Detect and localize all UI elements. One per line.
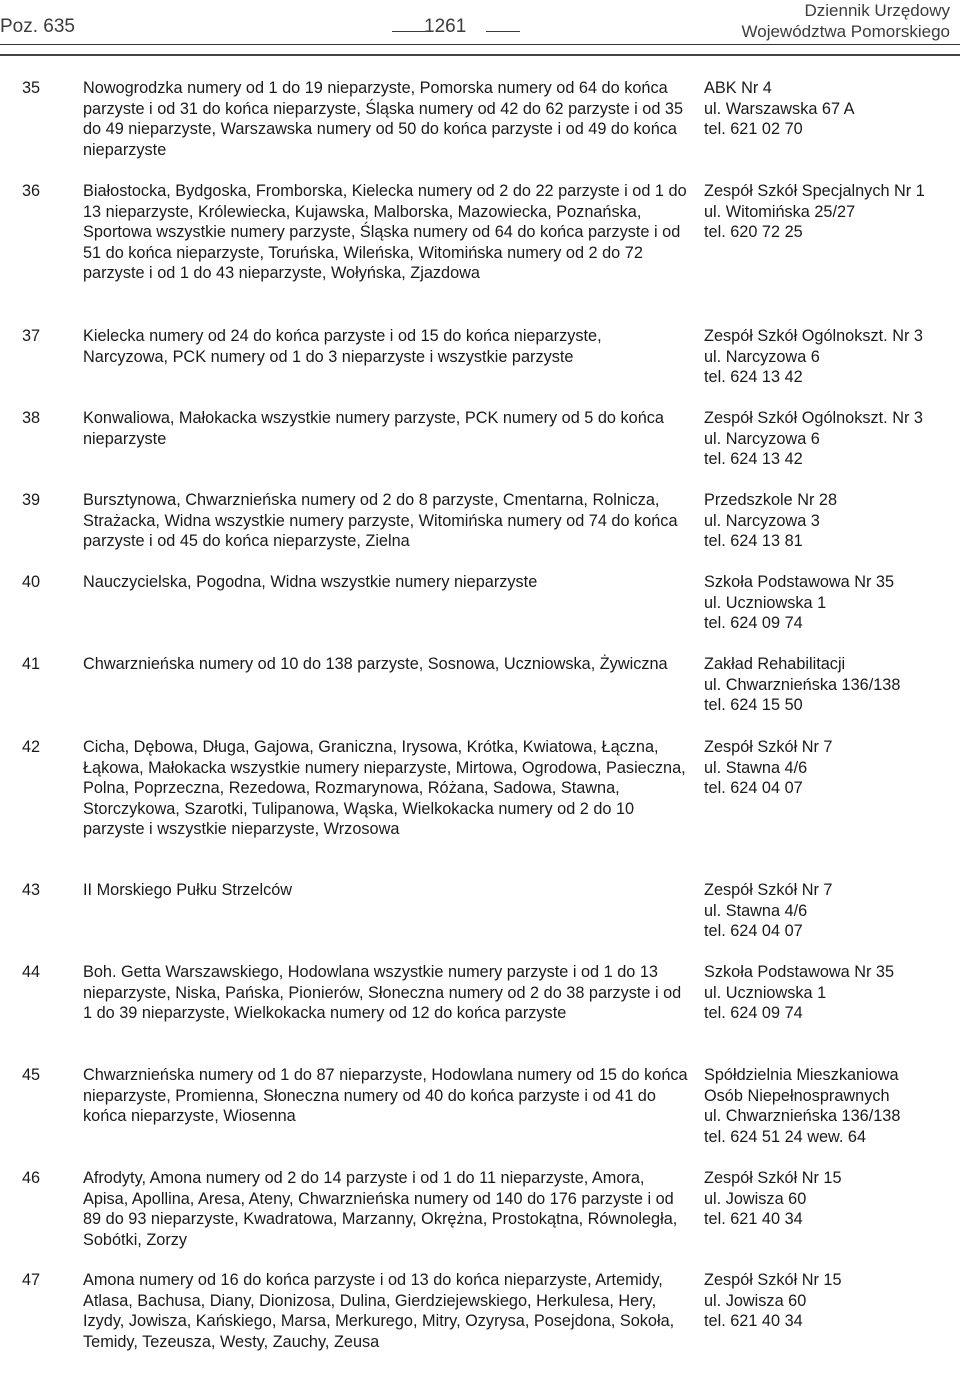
school-info: [704, 962, 960, 1024]
school-name: Zespół Szkół Nr 15: [704, 1271, 842, 1289]
publication-line-1: Dziennik Urzędowy: [804, 1, 950, 20]
school-name: Zespół Szkół Nr 7: [704, 738, 833, 756]
school-name: Zakład Rehabilitacji: [704, 655, 846, 673]
school-address: ul. Stawna 4/6: [704, 758, 808, 777]
school-name: Zespół Szkół Ogólnokszt. Nr 3: [704, 409, 923, 427]
school-name-line-2: Osób Niepełnosprawnych: [704, 1086, 890, 1105]
position-label: Poz. 635: [0, 16, 75, 37]
school-info: [704, 408, 960, 470]
school-phone: tel. 620 72 25: [704, 223, 803, 242]
school-address: ul. Uczniowska 1: [704, 593, 827, 612]
school-info: [704, 181, 960, 243]
school-phone: tel. 624 04 07: [704, 779, 803, 798]
row-number: 41: [22, 655, 41, 673]
streets-text: Kielecka numery od 24 do końca parzyste i od 15 do końca nieparzyste, Narcyzowa, PCK numery od 1 do 3 nieparzyste i wszystkie parzyste: [83, 327, 602, 366]
school-info: [704, 1168, 960, 1230]
school-name: Zespół Szkół Nr 7: [704, 881, 833, 899]
school-name: Zespół Szkół Specjalnych Nr 1: [704, 182, 925, 200]
page-number: 1261: [424, 16, 467, 37]
school-name: Przedszkole Nr 28: [704, 491, 838, 509]
school-info: [704, 880, 960, 942]
school-info: [704, 490, 960, 552]
school-info: [704, 78, 960, 140]
row-number: 40: [22, 573, 41, 591]
row-number: 45: [22, 1066, 41, 1084]
school-address: ul. Jowisza 60: [704, 1291, 807, 1310]
school-address: ul. Uczniowska 1: [704, 983, 827, 1002]
header-rule: [0, 44, 960, 45]
header-dash-left: [392, 31, 426, 32]
school-info: [704, 1065, 960, 1147]
streets-text: Chwarznieńska numery od 1 do 87 nieparzyste, Hodowlana numery od 15 do końca nieparzyste, Promienna, Słoneczna numery od 40 do końca parzyste i od 41 do końca nieparzyste, Wiosenna: [83, 1066, 688, 1126]
table-top-rule: [0, 54, 960, 56]
school-phone: tel. 624 09 74: [704, 614, 803, 633]
school-phone: tel. 624 09 74: [704, 1004, 803, 1023]
row-number: 39: [22, 491, 41, 509]
school-phone: tel. 624 13 42: [704, 450, 803, 469]
school-name: ABK Nr 4: [704, 79, 772, 97]
row-number: 35: [22, 79, 41, 97]
streets-text: Afrodyty, Amona numery od 2 do 14 parzyste i od 1 do 11 nieparzyste, Amora, Apisa, Apollina, Aresa, Ateny, Chwarznieńska numery od 140 do 176 parzyste i od 89 do 93 nieparzyste, Kwadratowa, Marzanny, Okrężna, Prostokątna, Równoległa, Sobótki, Zorzy: [83, 1169, 678, 1249]
streets-text: Konwaliowa, Małokacka wszystkie numery parzyste, PCK numery od 5 do końca nieparzyste: [83, 409, 664, 448]
school-name: Szkoła Podstawowa Nr 35: [704, 573, 895, 591]
school-info: [704, 654, 960, 716]
school-phone: tel. 621 40 34: [704, 1210, 803, 1229]
school-address: ul. Chwarznieńska 136/138: [704, 1107, 901, 1126]
row-number: 47: [22, 1271, 41, 1289]
school-phone: tel. 624 13 42: [704, 368, 803, 387]
school-name: Spółdzielnia Mieszkaniowa: [704, 1066, 899, 1084]
publication-line-2: Województwa Pomorskiego: [741, 22, 950, 41]
school-info: [704, 326, 960, 388]
school-phone: tel. 621 02 70: [704, 120, 803, 139]
streets-text: Boh. Getta Warszawskiego, Hodowlana wszystkie numery parzyste i od 1 do 13 nieparzyste, Niska, Pańska, Pionierów, Słoneczna numery od 2 do 38 parzyste i od 1 do 39 nieparzyste, Wielkokacka numery od 12 do końca parzyste: [83, 963, 682, 1023]
streets-text: Amona numery od 16 do końca parzyste i od 13 do końca nieparzyste, Artemidy, Atlasa, Bachusa, Diany, Dionizosa, Dulina, Gierdziejewskiego, Herkulesa, Hery, Izydy, Jowisza, Kańskiego, Marsa, Merkurego, Mitry, Ozyrysa, Posejdona, Sokoła, Temidy, Tezeusza, Westy, Zauchy, Zeusa: [83, 1271, 675, 1351]
streets-text: Nauczycielska, Pogodna, Widna wszystkie numery nieparzyste: [83, 573, 538, 591]
school-name: Zespół Szkół Ogólnokszt. Nr 3: [704, 327, 923, 345]
streets-text: Bursztynowa, Chwarznieńska numery od 2 do 8 parzyste, Cmentarna, Rolnicza, Strażacka, Widna wszystkie numery parzyste, Witomińska numery od 74 do końca parzyste i od 45 do końca nieparzyste, Zielna: [83, 491, 678, 551]
school-address: ul. Stawna 4/6: [704, 901, 808, 920]
school-name: Szkoła Podstawowa Nr 35: [704, 963, 895, 981]
school-info: [704, 572, 960, 634]
streets-text: Chwarznieńska numery od 10 do 138 parzyste, Sosnowa, Uczniowska, Żywiczna: [83, 655, 668, 673]
row-number: 37: [22, 327, 41, 345]
row-number: 44: [22, 963, 41, 981]
school-address: ul. Witomińska 25/27: [704, 202, 856, 221]
streets-text: Białostocka, Bydgoska, Fromborska, Kielecka numery od 2 do 22 parzyste i od 1 do 13 nieparzyste, Królewiecka, Kujawska, Malborska, Mazowiecka, Poznańska, Sportowa wszystkie numery parzyste, Śląska numery od 64 do końca parzyste i od 51 do końca nieparzyste, Toruńska, Wileńska, Witomińska numery od 2 do 72 parzyste i od 1 do 43 nieparzyste, Wołyńska, Zjazdowa: [83, 182, 687, 283]
school-phone: tel. 624 51 24 wew. 64: [704, 1127, 867, 1146]
streets-text: Cicha, Dębowa, Długa, Gajowa, Graniczna, Irysowa, Krótka, Kwiatowa, Łączna, Łąkowa, Małokacka wszystkie numery nieparzyste, Mirtowa, Ogrodowa, Pasieczna, Polna, Poprzeczna, Rezedowa, Rozmarynowa, Różana, Sadowa, Stawna, Storczykowa, Szarotki, Tulipanowa, Wąska, Wielkokacka numery od 2 do 10 parzyste i wszystkie nieparzyste, Wrzosowa: [83, 738, 686, 839]
publication-title: [742, 0, 951, 42]
school-address: ul. Chwarznieńska 136/138: [704, 675, 901, 694]
streets-text: II Morskiego Pułku Strzelców: [83, 881, 293, 899]
school-name: Zespół Szkół Nr 15: [704, 1169, 842, 1187]
school-address: ul. Warszawska 67 A: [704, 99, 855, 118]
school-info: [704, 1270, 960, 1332]
school-phone: tel. 621 40 34: [704, 1312, 803, 1331]
row-number: 46: [22, 1169, 41, 1187]
streets-text: Nowogrodzka numery od 1 do 19 nieparzyste, Pomorska numery od 64 do końca parzyste i od 31 do końca nieparzyste, Śląska numery od 42 do 62 parzyste i od 35 do 49 nieparzyste, Warszawska numery od 50 do końca parzyste i od 49 do końca nieparzyste: [83, 79, 684, 159]
school-phone: tel. 624 04 07: [704, 922, 803, 941]
row-number: 42: [22, 738, 41, 756]
row-number: 36: [22, 182, 41, 200]
row-number: 38: [22, 409, 41, 427]
school-address: ul. Narcyzowa 6: [704, 347, 820, 366]
row-number: 43: [22, 881, 41, 899]
school-phone: tel. 624 15 50: [704, 696, 803, 715]
header-dash-right: [486, 31, 520, 32]
school-address: ul. Narcyzowa 6: [704, 429, 820, 448]
school-info: [704, 737, 960, 799]
school-address: ul. Narcyzowa 3: [704, 511, 820, 530]
school-address: ul. Jowisza 60: [704, 1189, 807, 1208]
page-header: [0, 0, 960, 50]
school-phone: tel. 624 13 81: [704, 532, 803, 551]
